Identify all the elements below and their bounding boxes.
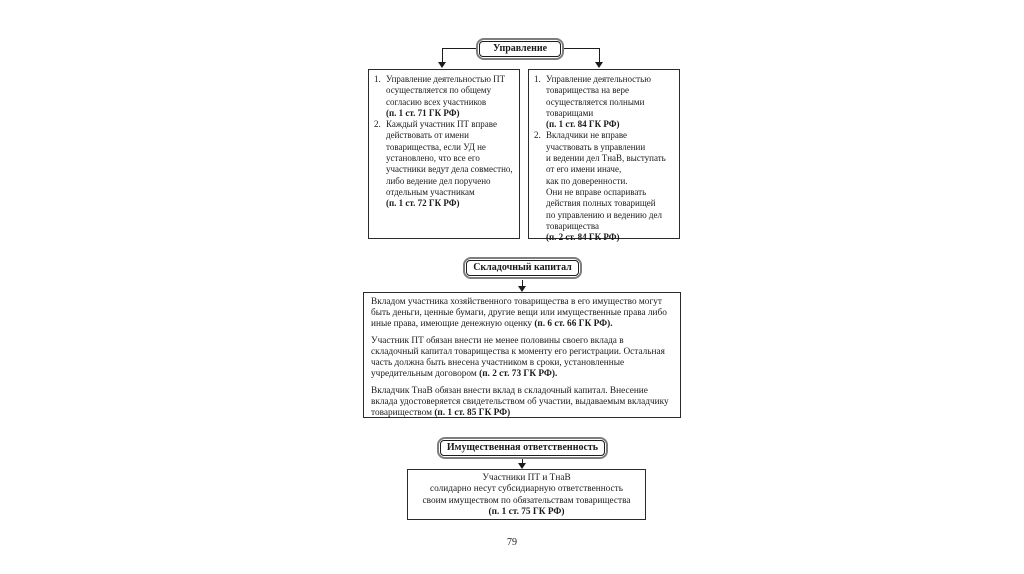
- list-item-number: 2.: [534, 130, 541, 141]
- connector-line: [442, 48, 476, 49]
- list-item-lines: Каждый участник ПТ вправе действовать от имени товарищества, если УД не установлено, что все его участники ведут дела совместно, либо ведение дел поручено отдельным участникам: [386, 119, 513, 197]
- legal-reference: (п. 1 ст. 71 ГК РФ): [386, 107, 460, 118]
- list-item: [534, 130, 674, 243]
- legal-reference: (п. 2 ст. 73 ГК РФ).: [479, 369, 558, 379]
- capital-paragraph: [371, 386, 673, 419]
- tnav-management-box: [528, 69, 680, 243]
- paragraph-text: Вкладчик ТнаВ обязан внести вклад в складочный капитал. Внесение вклада удостоверяется свидетельством об участии, выдаваемым вкладчику товариществом: [371, 386, 669, 418]
- liability-text: Участники ПТ и ТнаВ солидарно несут субсидиарную ответственность своим имуществом по обязательствам товарищества: [422, 473, 631, 506]
- list-item-lines: Вкладчики не вправе участвовать в управлении и ведении дел ТнаВ, выступать от его имени иначе, как по доверенности. Они не вправе оспаривать действия полных товарищей по управлению и ведению дел товарищества: [546, 130, 666, 231]
- legal-reference: (п. 1 ст. 75 ГК РФ): [488, 507, 565, 518]
- list-item-number: 1.: [374, 74, 381, 84]
- legal-reference: (п. 6 ст. 66 ГК РФ).: [534, 319, 613, 329]
- list-item-text: [386, 119, 514, 209]
- arrow-down-icon: [438, 62, 446, 68]
- capital-paragraph: [371, 297, 673, 330]
- list-item: [534, 74, 674, 130]
- capital-paragraph: [371, 336, 673, 380]
- list-item-number: 1.: [534, 74, 541, 84]
- liability-header-label: Имущественная ответственность: [440, 440, 605, 456]
- list-item-text: [546, 130, 674, 243]
- legal-reference: (п. 2 ст. 84 ГК РФ): [546, 232, 620, 243]
- arrow-down-icon: [595, 62, 603, 68]
- connector-line: [442, 48, 443, 62]
- connector-line: [599, 48, 600, 62]
- capital-header-box: [463, 257, 582, 279]
- liability-content-box: [407, 469, 646, 520]
- legal-reference: (п. 1 ст. 84 ГК РФ): [546, 119, 620, 130]
- page-number: 79: [507, 537, 517, 548]
- list-item-text: [386, 74, 514, 119]
- list-item-text: [546, 74, 674, 130]
- list-item-lines: Управление деятельностью ПТ осуществляется по общему согласию всех участников: [386, 74, 506, 107]
- list-item-lines: Управление деятельностью товарищества на вере осуществляется полными товарищами: [546, 74, 651, 118]
- liability-header-box: [437, 437, 608, 459]
- management-header-box: [476, 38, 564, 60]
- legal-reference: (п. 1 ст. 85 ГК РФ): [434, 408, 511, 418]
- list-item-number: 2.: [374, 119, 381, 130]
- management-header-label: Управление: [479, 41, 561, 57]
- list-item: [374, 119, 514, 209]
- connector-line: [564, 48, 599, 49]
- paragraph-text: Вкладом участника хозяйственного товарищества в его имущество могут быть деньги, ценные бумаги, другие вещи или имущественные права либо иные права, имеющие денежную оценку: [371, 297, 667, 329]
- paragraph-text: Участник ПТ обязан внести не менее половины своего вклада в складочный капитал товарищества к моменту его регистрации. Остальная часть должна быть внесена участником в сроки, установленные учредительным договором: [371, 336, 665, 379]
- legal-reference: (п. 1 ст. 72 ГК РФ): [386, 198, 460, 209]
- capital-content-box: [363, 292, 681, 418]
- list-item: [374, 74, 514, 119]
- pt-management-box: [368, 69, 520, 239]
- capital-header-label: Складочный капитал: [466, 260, 579, 276]
